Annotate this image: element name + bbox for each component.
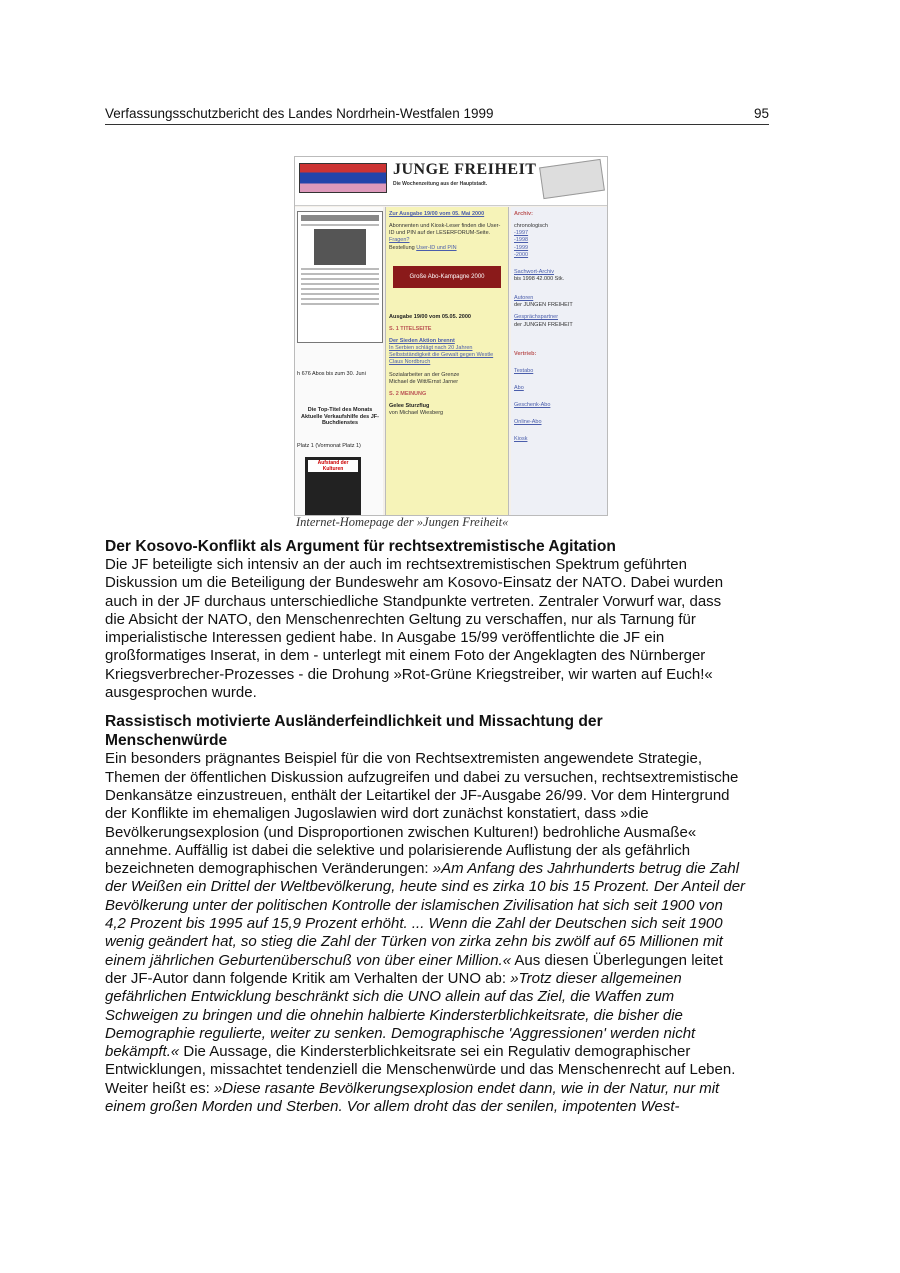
sozial-author: Michael de Witt/Ernst Jarner — [389, 378, 459, 385]
figure-right-column — [511, 207, 607, 515]
book-title: Aufstand der Kulturen — [308, 460, 358, 472]
sachwort-link[interactable]: Sachwort-Archiv — [514, 268, 555, 275]
top-titel-text: Die Top-Titel des Monats Aktuelle Verkaufshilfe des JF-Buchdienstes — [301, 407, 379, 427]
paragraph-line — [105, 878, 805, 896]
text-run: Aus diesen Überlegungen leitet — [511, 951, 723, 969]
gespraech-link[interactable]: Gesprächspartner — [514, 314, 559, 321]
paragraph-line: Ein besonders prägnantes Beispiel für die von Rechtsextremisten angewendete Strategie, — [105, 750, 703, 768]
paragraph-line — [105, 915, 805, 933]
newspaper-front-page-image — [297, 211, 383, 343]
paragraph-line: Kriegsverbrecher-Prozesses - die Drohung »Rot-Grüne Kriegstreiber, wir warten auf Euch!« — [105, 665, 713, 683]
quote-run: der Weißen ein Drittel der Weltbevölkerung, heute sind es zirka 10 bis 15 Prozent. Der Anteil der — [105, 878, 746, 896]
bestellung-text: Bestellung — [389, 244, 415, 251]
paragraph-line — [105, 1007, 805, 1025]
paragraph-line: Bevölkerungsexplosion (und Disproportionen zwischen Kulturen!) bedrohliche Ausmaße« — [105, 823, 697, 841]
figure-middle-column — [385, 207, 509, 515]
quote-run: »Am Anfang des Jahrhunderts betrug die Zahl — [432, 860, 740, 878]
vertrieb-link[interactable]: Geschenk-Abo — [514, 402, 551, 409]
meinung-label: S. 2 MEINUNG — [389, 390, 427, 397]
vertrieb-link[interactable]: Abo — [514, 384, 524, 391]
ausgabe-heading: Ausgabe 19/00 vom 05.05. 2000 — [389, 313, 471, 320]
quote-run: Bevölkerung unter der politischen Kontrolle der islamischen Zivilisation hat sich seit 1900 von — [105, 896, 723, 914]
sieden-author[interactable]: Claus Nordbruch — [389, 359, 431, 366]
gelee-author: von Michael Wiesberg — [389, 410, 444, 417]
paragraph-line — [105, 933, 805, 951]
paragraph-line: Entwicklungen, missachtet tendenziell die Menschenwürde und das Menschenrecht auf Leben. — [105, 1061, 736, 1079]
text-run: bezeichneten demographischen Veränderungen: — [105, 860, 433, 878]
vertrieb-link[interactable]: Testabo — [514, 367, 534, 374]
quote-run: Demographie regulierte, weiter zu senken. Demographische 'Aggressionen' werden nicht — [105, 1024, 696, 1042]
kampagne-banner[interactable]: Große Abo-Kampagne 2000 — [393, 266, 501, 288]
platz-text: Platz 1 (Vormonat Platz 1) — [297, 443, 361, 449]
header-title: Verfassungsschutzbericht des Landes Nordrhein-Westfalen 1999 — [105, 106, 494, 121]
section-heading: Menschenwürde — [105, 732, 228, 750]
quote-run: »Trotz dieser allgemeinen — [510, 969, 682, 987]
paragraph-line: der Konflikte im ehemaligen Jugoslawien wird dort zunächst konstatiert, dass »die — [105, 805, 649, 823]
titelseite-label: S. 1 TITELSEITE — [389, 325, 432, 332]
sozial-text: Sozialarbeiter an der Grenze — [389, 371, 460, 378]
quote-run: einem jährlichen Geburtenüberschuß von über einer Million.« — [105, 951, 512, 969]
year-link[interactable]: -1998 — [514, 237, 529, 244]
sieden-link[interactable]: Der Sieden Aktion brennt — [389, 337, 455, 344]
sachwort-sub: bis 1998 42.000 Stk. — [514, 275, 565, 282]
paragraph-line: Diskussion um die Beteiligung der Bundeswehr am Kosovo-Einsatz der NATO. Dabei wurden — [105, 574, 724, 592]
paragraph-line — [105, 1025, 805, 1043]
paragraph-line: Denkansätze einzustreuen, enthält der Leitartikel der JF-Ausgabe 26/99. Vor dem Hintergrund — [105, 786, 730, 804]
paragraph-line — [105, 1043, 805, 1061]
chrono-label: chronologisch — [514, 223, 548, 230]
quote-run: wenig geändert hat, so stieg die Zahl der Türken von zirka zehn bis zwölf auf 65 Millionen mit — [105, 933, 723, 951]
site-title: JUNGE FREIHEIT — [393, 161, 537, 178]
year-link[interactable]: -1999 — [514, 244, 529, 251]
sieden-text[interactable]: In Serbien schlägt nach 20 Jahren Selbstständigkeit die Gewalt gegen Westle — [389, 345, 494, 359]
fragen-link[interactable]: Fragen? — [389, 237, 410, 244]
text-run: Die Aussage, die Kindersterblichkeitsrate sei ein Regulativ demographischer — [179, 1043, 691, 1061]
book-cover-image — [305, 457, 361, 515]
figure-left-column — [295, 207, 383, 515]
paragraph-line — [105, 860, 805, 878]
paragraph-line: Die JF beteiligte sich intensiv an der auch im rechtsextremistischen Spektrum geführten — [105, 556, 687, 573]
paragraph-line: annehme. Auffällig ist dabei die selektive und polarisierende Auflistung der als gefährlich — [105, 841, 691, 859]
article-body — [105, 537, 805, 1116]
text-run: der JF-Autor dann folgende Kritik am Verhalten der UNO ab: — [105, 969, 511, 987]
vertrieb-link[interactable]: Online-Abo — [514, 419, 542, 426]
paragraph-line — [105, 988, 805, 1006]
section-heading: Der Kosovo-Konflikt als Argument für rechtsextremistische Agitation — [105, 538, 616, 555]
section-heading: Rassistisch motivierte Ausländerfeindlichkeit und Missachtung der — [105, 713, 603, 731]
gelee-title: Gelee Sturzflug — [389, 402, 430, 409]
quote-run: »Diese rasante Bevölkerungsexplosion endet dann, wie in der Natur, nur mit — [213, 1079, 720, 1097]
quote-run: einem großen Morden und Sterben. Vor allem droht das der senilen, impotenten West- — [105, 1098, 680, 1116]
paragraph-line — [105, 952, 805, 970]
abonnenten-text: Abonnenten und Kiosk-Leser finden die User-ID und PIN auf der LESERFORUM-Seite. — [389, 223, 501, 237]
page-number: 95 — [753, 106, 769, 121]
autoren-link[interactable]: Autoren — [514, 295, 534, 302]
page-header — [105, 106, 769, 125]
site-subtitle: Die Wochenzeitung aus der Hauptstadt. — [393, 181, 488, 187]
year-link[interactable]: -1997 — [514, 230, 529, 237]
paragraph-line: Themen der öffentlichen Diskussion aufzugreifen und dabei zu versuchen, rechtsextremistische — [105, 768, 739, 786]
site-logo — [299, 163, 387, 193]
paragraph-line — [105, 1098, 805, 1116]
paragraph-line: die Absicht der NATO, den Menschenrechten Geltung zu verschaffen, nur als Tarnung für — [105, 610, 696, 628]
paragraph-line — [105, 970, 805, 988]
quote-run: 4,2 Prozent bis 1995 auf 15,9 Prozent erhöht. ... Wenn die Zahl der Deutschen sich seit 1900 — [105, 915, 723, 933]
paragraph-line: imperialistische Interessen gedient habe. In Ausgabe 15/99 veröffentlichte die JF ein — [105, 629, 665, 647]
paragraph-line: ausgesprochen wurde. — [105, 684, 257, 702]
autoren-sub: der JUNGEN FREIHEIT — [514, 302, 573, 309]
vertrieb-link[interactable]: Kiosk — [514, 436, 528, 443]
paragraph-line — [105, 897, 805, 915]
quote-run: gefährlichen Entwicklung beschränkt sich die UNO allein auf das Ziel, die Waffen zum — [105, 988, 675, 1006]
quote-run: Schweigen zu bringen und die ohnehin halbierte Kindersterblichkeitsrate, die bisher die — [105, 1006, 683, 1024]
paragraph-line — [105, 1080, 805, 1098]
ausgabe-link[interactable]: Zur Ausgabe 19/00 vom 05. Mai 2000 — [389, 211, 485, 217]
paragraph-line: großformatiges Inserat, in dem - unterlegt mit einem Foto der Angeklagten des Nürnberger — [105, 647, 706, 665]
newspaper-image — [539, 159, 605, 199]
abos-text: h 676 Abos bis zum 30. Juni — [297, 371, 366, 377]
archiv-label: Archiv: — [514, 211, 533, 217]
paragraph-line: auch in der JF durchaus unterschiedliche Standpunkte vertreten. Zentraler Vorwurf war, dass — [105, 592, 722, 610]
year-link[interactable]: -2000 — [514, 251, 529, 258]
text-run: Weiter heißt es: — [105, 1079, 214, 1097]
gespraech-sub: der JUNGEN FREIHEIT — [514, 321, 573, 328]
website-screenshot-figure — [294, 156, 608, 516]
figure-caption: Internet-Homepage der »Jungen Freiheit« — [296, 515, 509, 529]
vertrieb-label: Vertrieb: — [514, 350, 537, 357]
figure-site-header — [295, 157, 607, 206]
quote-run: bekämpft.« — [105, 1043, 180, 1061]
user-pin-link[interactable]: User-ID und PIN — [416, 244, 457, 251]
